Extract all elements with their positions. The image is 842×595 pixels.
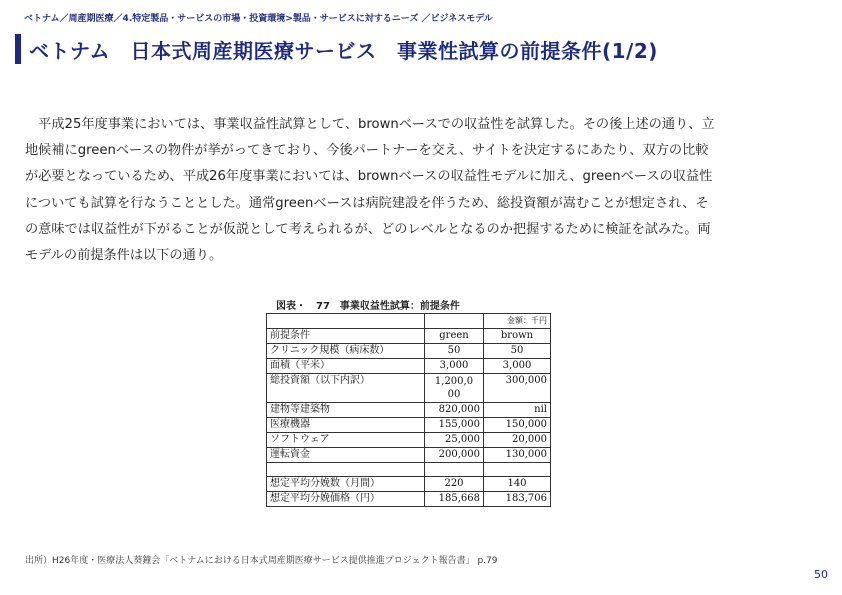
table-cell <box>425 463 484 477</box>
green-value: 200,000 <box>425 448 484 463</box>
body-line: 平成25年度事業においては、事業収益性試算として、brownベースでの収益性を試算した。その後上述の通り、立 <box>25 117 715 132</box>
brown-value: 3,000 <box>484 359 551 374</box>
source-note: 出所）H26年度・医療法人葵鐘会「ベトナムにおける日本式周産期医療サービス提供推進プロジェクト報告書」 p.79 <box>25 556 498 566</box>
body-line: についても試算を行なうこととした。通常greenベースは病院建設を伴うため、総投資額が嵩むことが想定され、そ <box>25 195 709 211</box>
row-label: 建物等建築物 <box>267 403 425 418</box>
green-value: 155,000 <box>425 418 484 433</box>
green-value: 185,668 <box>425 492 484 507</box>
body-paragraph <box>25 112 820 269</box>
title-accent-bar <box>15 34 21 64</box>
body-line: が必要となっているため、平成26年度事業においては、brownベースの収益性モデルに加え、greenベースの収益性 <box>25 169 713 185</box>
table-row-empty <box>267 463 551 477</box>
table-row <box>267 477 551 492</box>
table-row <box>267 418 551 433</box>
body-line: モデルの前提条件は以下の通り。 <box>25 248 223 264</box>
breadcrumb: ベトナム／周産期医療／4.特定製品・サービスの市場・投資環境>製品・サービスに対するニーズ ／ビジネスモデル <box>24 14 493 24</box>
green-value: 820,000 <box>425 403 484 418</box>
brown-value: 20,000 <box>484 433 551 448</box>
row-label: 医療機器 <box>267 418 425 433</box>
brown-value: 300,000 <box>484 374 551 403</box>
table-header-row <box>267 329 551 344</box>
row-label: クリニック規模（病床数） <box>267 344 425 359</box>
table-unit-row <box>267 314 551 329</box>
table-cell <box>484 463 551 477</box>
row-label: 総投資額（以下内訳） <box>267 374 425 403</box>
green-value-line: 1,200,0 <box>434 376 474 387</box>
table-row <box>267 492 551 507</box>
header-green: green <box>425 329 484 344</box>
brown-value: 140 <box>484 477 551 492</box>
body-line: 地候補にgreenベースの物件が挙がってきており、今後パートナーを交え、サイトを決定するにあたり、双方の比較 <box>25 143 709 159</box>
green-value <box>425 374 484 403</box>
green-value: 3,000 <box>425 359 484 374</box>
page-title: ベトナム 日本式周産期医療サービス 事業性試算の前提条件(1/2) <box>29 39 658 63</box>
row-label: ソフトウェア <box>267 433 425 448</box>
green-value: 220 <box>425 477 484 492</box>
table-row <box>267 403 551 418</box>
header-label: 前提条件 <box>267 329 425 344</box>
table-cell <box>267 463 425 477</box>
green-value-line: 00 <box>447 389 461 400</box>
body-line: の意味では収益性が下がることが仮説として考えられるが、どのレベルとなるのか把握するために検証を試みた。両 <box>25 221 711 237</box>
assumptions-table <box>266 313 551 507</box>
brown-value: 130,000 <box>484 448 551 463</box>
table-row <box>267 374 551 403</box>
table-cell <box>425 314 484 329</box>
table-row <box>267 448 551 463</box>
row-label: 想定平均分娩価格（円） <box>267 492 425 507</box>
unit-label: 金額：千円 <box>484 314 551 329</box>
header-brown: brown <box>484 329 551 344</box>
row-label: 想定平均分娩数（月間） <box>267 477 425 492</box>
green-value: 25,000 <box>425 433 484 448</box>
page-number: 50 <box>814 568 828 581</box>
table-cell <box>267 314 425 329</box>
row-label: 面積（平米） <box>267 359 425 374</box>
table-row <box>267 433 551 448</box>
green-value: 50 <box>425 344 484 359</box>
brown-value: 183,706 <box>484 492 551 507</box>
table-row <box>267 359 551 374</box>
row-label: 運転資金 <box>267 448 425 463</box>
brown-value: 50 <box>484 344 551 359</box>
brown-value: nil <box>484 403 551 418</box>
brown-value: 150,000 <box>484 418 551 433</box>
table-row <box>267 344 551 359</box>
figure-caption: 図表・ 77 事業収益性試算：前提条件 <box>276 301 460 312</box>
